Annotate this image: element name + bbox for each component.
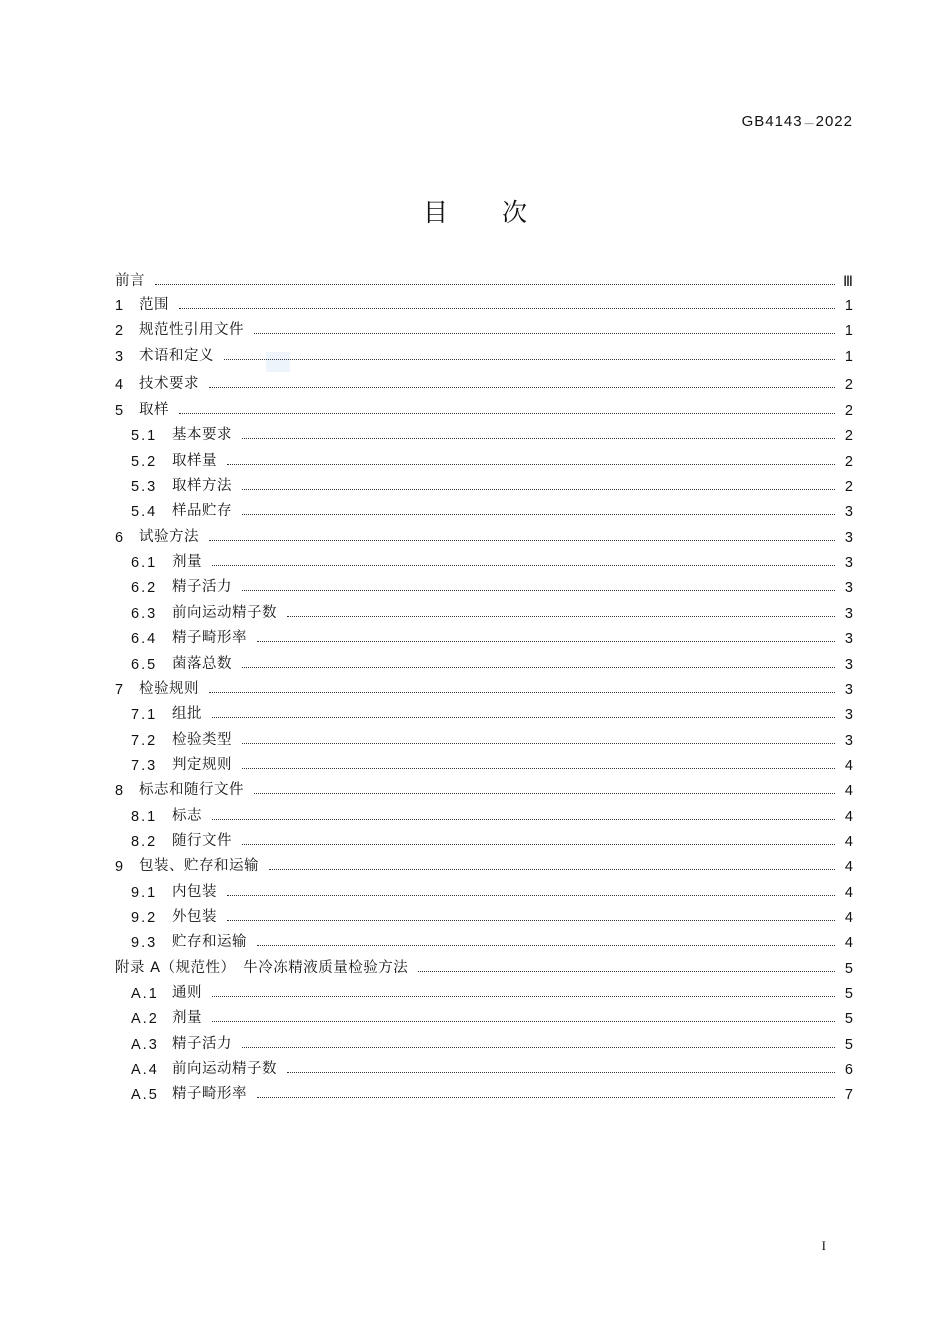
toc-entry-label: 样品贮存 bbox=[172, 503, 232, 519]
toc-entry-page: 3 bbox=[844, 504, 853, 520]
toc-dot-leader bbox=[209, 540, 835, 541]
toc-entry-number: 2 bbox=[115, 323, 126, 339]
toc-entry-number: 5 bbox=[115, 403, 126, 419]
toc-entry-label: 取样方法 bbox=[172, 478, 232, 494]
toc-entry[interactable] bbox=[115, 801, 853, 825]
toc-entry-page: 4 bbox=[844, 859, 853, 875]
toc-entry[interactable] bbox=[115, 826, 853, 850]
standard-code-separator: — bbox=[804, 118, 814, 128]
toc-entry-number: 6 bbox=[115, 530, 126, 546]
toc-dot-leader bbox=[418, 971, 835, 972]
toc-entry-number: A.3 bbox=[131, 1037, 159, 1053]
toc-dot-leader bbox=[254, 793, 835, 794]
toc-entry-number: 1 bbox=[115, 298, 126, 314]
toc-dot-leader bbox=[242, 844, 835, 845]
toc-entry-number: A.4 bbox=[131, 1062, 159, 1078]
toc-entry-page: 5 bbox=[844, 1037, 853, 1053]
toc-entry-number: 9 bbox=[115, 859, 126, 875]
toc-entry-number: 5.2 bbox=[131, 454, 158, 470]
toc-entry-page: 4 bbox=[844, 834, 853, 850]
toc-entry-page: 6 bbox=[844, 1062, 853, 1078]
toc-entry-label: 贮存和运输 bbox=[172, 934, 247, 950]
toc-entry-label: 菌落总数 bbox=[172, 656, 232, 672]
toc-entry[interactable] bbox=[115, 978, 853, 1002]
toc-entry-number: A.5 bbox=[131, 1087, 159, 1103]
toc-entry-label: 术语和定义 bbox=[139, 348, 214, 364]
toc-dot-leader bbox=[179, 413, 835, 414]
toc-entry-label: 取样 bbox=[139, 402, 169, 418]
toc-entry-page: 1 bbox=[844, 323, 853, 339]
toc-entry-number: 7 bbox=[115, 682, 126, 698]
toc-entry-page: 1 bbox=[844, 349, 853, 365]
toc-entry-label: 精子畸形率 bbox=[172, 1086, 247, 1102]
toc-entry[interactable] bbox=[115, 1029, 853, 1053]
toc-entry[interactable] bbox=[115, 471, 853, 495]
toc-dot-leader bbox=[212, 996, 835, 997]
toc-entry-label: 通则 bbox=[172, 985, 202, 1001]
toc-entry-page: 4 bbox=[844, 809, 853, 825]
toc-dot-leader bbox=[242, 438, 835, 439]
toc-entry-page: Ⅲ bbox=[843, 274, 853, 290]
toc-entry-page: 5 bbox=[844, 986, 853, 1002]
toc-entry-label: 随行文件 bbox=[172, 833, 232, 849]
toc-entry-label: 判定规则 bbox=[172, 757, 232, 773]
toc-entry-label: 外包装 bbox=[172, 909, 217, 925]
toc-entry-page: 5 bbox=[844, 961, 853, 977]
toc-entry-label: 技术要求 bbox=[139, 376, 199, 392]
page-title: 目次 bbox=[422, 198, 581, 227]
toc-dot-leader bbox=[287, 616, 835, 617]
toc-entry-label: 内包装 bbox=[172, 884, 217, 900]
toc-entry-page: 3 bbox=[844, 707, 853, 723]
toc-entry-label: 规范性引用文件 bbox=[139, 322, 244, 338]
toc-entry-label: 基本要求 bbox=[172, 427, 232, 443]
toc-dot-leader bbox=[227, 895, 835, 896]
toc-entry-label: 组批 bbox=[172, 706, 202, 722]
toc-entry-number: 9.1 bbox=[131, 885, 158, 901]
toc-entry[interactable] bbox=[115, 1054, 853, 1078]
toc-entry-label: 剂量 bbox=[172, 1010, 202, 1026]
standard-code-number: GB4143 bbox=[741, 113, 803, 130]
toc-entry-label: 附录 A（规范性） 牛冷冻精液质量检验方法 bbox=[115, 960, 409, 976]
toc-entry-page: 3 bbox=[844, 530, 853, 546]
toc-entry-label: 标志 bbox=[172, 808, 202, 824]
toc-entry[interactable] bbox=[115, 496, 853, 520]
toc-entry-page: 3 bbox=[844, 555, 853, 571]
toc-entry-page: 5 bbox=[844, 1011, 853, 1027]
toc-entry-label: 精子活力 bbox=[172, 579, 232, 595]
toc-dot-leader bbox=[242, 768, 835, 769]
toc-entry-page: 3 bbox=[844, 733, 853, 749]
toc-dot-leader bbox=[257, 945, 835, 946]
toc-dot-leader bbox=[212, 717, 835, 718]
toc-entry-number: 6.4 bbox=[131, 631, 158, 647]
toc-entry-number: 6.5 bbox=[131, 657, 158, 673]
toc-entry[interactable] bbox=[115, 598, 853, 622]
toc-entry-page: 2 bbox=[844, 377, 853, 393]
toc-entry[interactable] bbox=[115, 877, 853, 901]
standard-code-year: 2022 bbox=[815, 113, 853, 130]
toc-entry[interactable] bbox=[115, 547, 853, 571]
toc-entry-number: 6.2 bbox=[131, 580, 158, 596]
toc-entry[interactable] bbox=[115, 266, 853, 290]
toc-dot-leader bbox=[212, 565, 835, 566]
toc-entry-page: 3 bbox=[844, 682, 853, 698]
toc-entry-label: 范围 bbox=[139, 297, 169, 313]
toc-dot-leader bbox=[212, 819, 835, 820]
toc-entry[interactable] bbox=[115, 699, 853, 723]
toc-entry-label: 检验类型 bbox=[172, 732, 232, 748]
toc-entry-label: 试验方法 bbox=[139, 529, 199, 545]
toc-entry-label: 包装、贮存和运输 bbox=[139, 858, 259, 874]
toc-entry-label: 精子畸形率 bbox=[172, 630, 247, 646]
toc-entry-page: 4 bbox=[844, 783, 853, 799]
toc-entry[interactable] bbox=[115, 420, 853, 444]
toc-dot-leader bbox=[242, 489, 835, 490]
toc-entry-number: 6.1 bbox=[131, 555, 158, 571]
toc-entry-number: 7.1 bbox=[131, 707, 158, 723]
toc-entry-page: 4 bbox=[844, 758, 853, 774]
toc-entry-page: 3 bbox=[844, 606, 853, 622]
toc-entry[interactable] bbox=[115, 725, 853, 749]
toc-entry-number: 9.2 bbox=[131, 910, 158, 926]
toc-entry[interactable] bbox=[115, 927, 853, 951]
toc-entry-page: 2 bbox=[844, 479, 853, 495]
toc-entry-page: 2 bbox=[844, 403, 853, 419]
toc-entry-label: 前向运动精子数 bbox=[172, 605, 277, 621]
toc-dot-leader bbox=[155, 284, 835, 285]
toc-entry-page: 1 bbox=[844, 298, 853, 314]
toc-entry-label: 检验规则 bbox=[139, 681, 199, 697]
toc-entry[interactable] bbox=[115, 315, 853, 339]
toc-dot-leader bbox=[227, 920, 835, 921]
toc-entry-number: 5.1 bbox=[131, 428, 158, 444]
toc-entry-number: A.2 bbox=[131, 1011, 159, 1027]
toc-entry-label: 前言 bbox=[115, 273, 145, 289]
toc-entry[interactable] bbox=[115, 750, 853, 774]
toc-entry-label: 剂量 bbox=[172, 554, 202, 570]
toc-entry-number: 3 bbox=[115, 349, 126, 365]
toc-entry-label: 取样量 bbox=[172, 453, 217, 469]
toc-dot-leader bbox=[242, 590, 835, 591]
toc-entry-number: 8.1 bbox=[131, 809, 158, 825]
toc-entry[interactable] bbox=[115, 341, 853, 365]
toc-entry[interactable] bbox=[115, 649, 853, 673]
toc-entry[interactable] bbox=[115, 369, 853, 393]
toc-entry-number: 5.4 bbox=[131, 504, 158, 520]
toc-entry-number: 7.2 bbox=[131, 733, 158, 749]
toc-entry-page: 2 bbox=[844, 454, 853, 470]
toc-entry-number: 7.3 bbox=[131, 758, 158, 774]
toc-entry-page: 4 bbox=[844, 910, 853, 926]
toc-entry-number: 8.2 bbox=[131, 834, 158, 850]
toc-dot-leader bbox=[257, 1097, 835, 1098]
toc-entry[interactable] bbox=[115, 851, 853, 875]
toc-entry-number: 4 bbox=[115, 377, 126, 393]
toc-entry[interactable] bbox=[115, 1079, 853, 1103]
toc-dot-leader bbox=[227, 464, 835, 465]
toc-entry[interactable] bbox=[115, 953, 853, 977]
toc-entry[interactable] bbox=[115, 902, 853, 926]
toc-dot-leader bbox=[257, 641, 835, 642]
toc-dot-leader bbox=[209, 387, 835, 388]
toc-entry-label: 精子活力 bbox=[172, 1036, 232, 1052]
toc-entry[interactable] bbox=[115, 572, 853, 596]
toc-entry-number: 5.3 bbox=[131, 479, 158, 495]
toc-dot-leader bbox=[179, 308, 835, 309]
toc-entry[interactable] bbox=[115, 446, 853, 470]
toc-dot-leader bbox=[224, 359, 835, 360]
toc-entry-number: 9.3 bbox=[131, 935, 158, 951]
toc-dot-leader bbox=[209, 692, 835, 693]
toc-entry[interactable] bbox=[115, 623, 853, 647]
toc-dot-leader bbox=[242, 1047, 835, 1048]
toc-dot-leader bbox=[254, 333, 835, 334]
footer-page-number: I bbox=[821, 1238, 826, 1253]
toc-entry[interactable] bbox=[115, 290, 853, 314]
toc-entry-number: A.1 bbox=[131, 986, 159, 1002]
toc-entry-number: 8 bbox=[115, 783, 126, 799]
toc-dot-leader bbox=[242, 514, 835, 515]
toc-entry-number: 6.3 bbox=[131, 606, 158, 622]
toc-entry[interactable] bbox=[115, 522, 853, 546]
toc-entry-page: 4 bbox=[844, 935, 853, 951]
toc-entry-page: 3 bbox=[844, 657, 853, 673]
toc-entry-label: 标志和随行文件 bbox=[139, 782, 244, 798]
toc-entry-page: 3 bbox=[844, 631, 853, 647]
toc-entry-page: 2 bbox=[844, 428, 853, 444]
toc-dot-leader bbox=[269, 869, 835, 870]
toc-entry[interactable] bbox=[115, 674, 853, 698]
toc-dot-leader bbox=[242, 743, 835, 744]
toc-entry[interactable] bbox=[115, 1003, 853, 1027]
toc-entry-page: 3 bbox=[844, 580, 853, 596]
toc-entry-page: 7 bbox=[844, 1087, 853, 1103]
toc-entry[interactable] bbox=[115, 775, 853, 799]
toc-dot-leader bbox=[242, 667, 835, 668]
toc-entry[interactable] bbox=[115, 395, 853, 419]
standard-code bbox=[742, 113, 853, 130]
toc-entry-page: 4 bbox=[844, 885, 853, 901]
toc-dot-leader bbox=[212, 1021, 835, 1022]
toc-entry-label: 前向运动精子数 bbox=[172, 1061, 277, 1077]
toc-dot-leader bbox=[287, 1072, 835, 1073]
